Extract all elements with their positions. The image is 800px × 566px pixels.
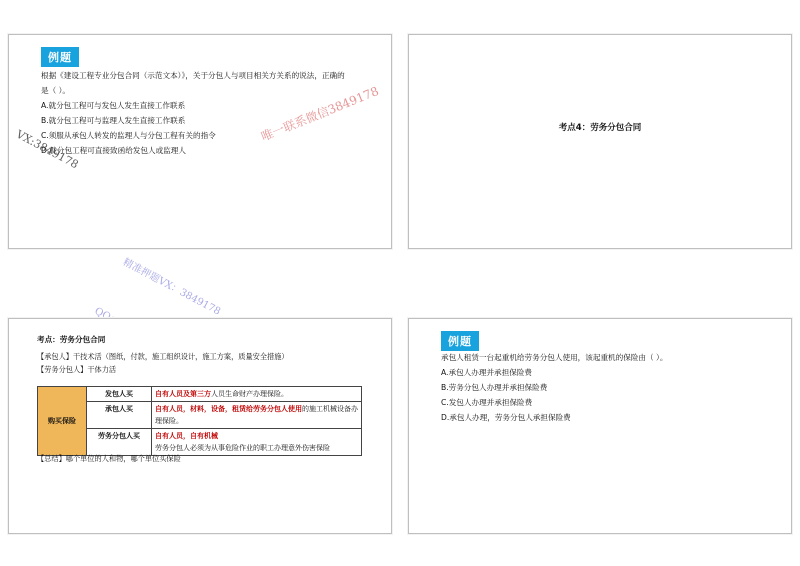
section-title: 考点4：劳务分包合同 bbox=[558, 123, 642, 133]
summary-line: 【总结】哪个单位的人和物，哪个单位买保险 bbox=[37, 454, 181, 463]
option-d: D.就分包工程可直接致函给发包人或监理人 bbox=[41, 146, 186, 155]
knowledge-title: 考点：劳务分包合同 bbox=[37, 335, 106, 344]
contractor-line: 【承包人】干技术活（图纸，付款，施工组织设计，施工方案，质量安全措施） bbox=[37, 352, 289, 361]
question-stem: 承包人租赁一台起重机给劳务分包人使用，该起重机的保险由（ ）。 bbox=[441, 353, 668, 362]
slide-example-question-1 bbox=[8, 34, 392, 249]
row-highlight: 自有人员，自有机械 bbox=[155, 432, 218, 440]
slide-example-question-2 bbox=[408, 318, 792, 534]
row-who: 劳务分包人买 bbox=[87, 429, 152, 456]
row-highlight: 自有人员，材料，设备，租赁给劳务分包人使用 bbox=[155, 405, 302, 413]
row-who: 承包人买 bbox=[87, 402, 152, 429]
table-row bbox=[38, 402, 362, 429]
option-a: A.承包人办理并承担保险费 bbox=[441, 368, 533, 377]
option-d: D.承包人办理，劳务分包人承担保险费 bbox=[441, 413, 571, 422]
row-rest: 劳务分包人必须为从事危险作业的职工办理意外伤害保险 bbox=[155, 444, 330, 452]
question-stem-line-2: 是（ ）。 bbox=[41, 86, 70, 95]
option-b: B.劳务分包人办理并承担保险费 bbox=[441, 383, 548, 392]
watermark-red: 唯一联系微信3849178 bbox=[259, 83, 381, 144]
labor-subcontractor-line: 【劳务分包人】干体力活 bbox=[37, 365, 117, 374]
table-row bbox=[38, 387, 362, 402]
option-c: C.发包人办理并承担保险费 bbox=[441, 398, 533, 407]
insurance-side-label: 购买保险 bbox=[38, 387, 87, 456]
option-b: B.就分包工程可与监理人发生直接工作联系 bbox=[41, 116, 186, 125]
option-c: C.须服从承包人转发的监理人与分包工程有关的指令 bbox=[41, 131, 216, 140]
row-highlight: 自有人员及第三方 bbox=[155, 390, 211, 398]
question-stem-line-1: 根据《建设工程专业分包合同（示范文本）》，关于分包人与项目相关方关系的说法，正确的 bbox=[41, 71, 345, 80]
row-rest: 人员生命财产办理保险。 bbox=[211, 390, 288, 398]
example-badge: 例题 bbox=[441, 331, 479, 351]
table-row bbox=[38, 429, 362, 456]
slide-section-title bbox=[408, 34, 792, 249]
slide-knowledge-point bbox=[8, 318, 392, 534]
row-content bbox=[152, 429, 362, 456]
row-who: 发包人买 bbox=[87, 387, 152, 402]
example-badge: 例题 bbox=[41, 47, 79, 67]
watermark-blue-1: 精准押题VX：3849178 bbox=[120, 256, 223, 318]
row-rest: 的施工机械设备办理保险。 bbox=[155, 405, 358, 425]
question-text bbox=[441, 350, 667, 425]
insurance-table bbox=[37, 386, 362, 456]
row-content bbox=[152, 402, 362, 429]
watermark-black: VX:3849178 bbox=[13, 127, 81, 172]
row-content bbox=[152, 387, 362, 402]
option-a: A.就分包工程可与发包人发生直接工作联系 bbox=[41, 101, 186, 110]
